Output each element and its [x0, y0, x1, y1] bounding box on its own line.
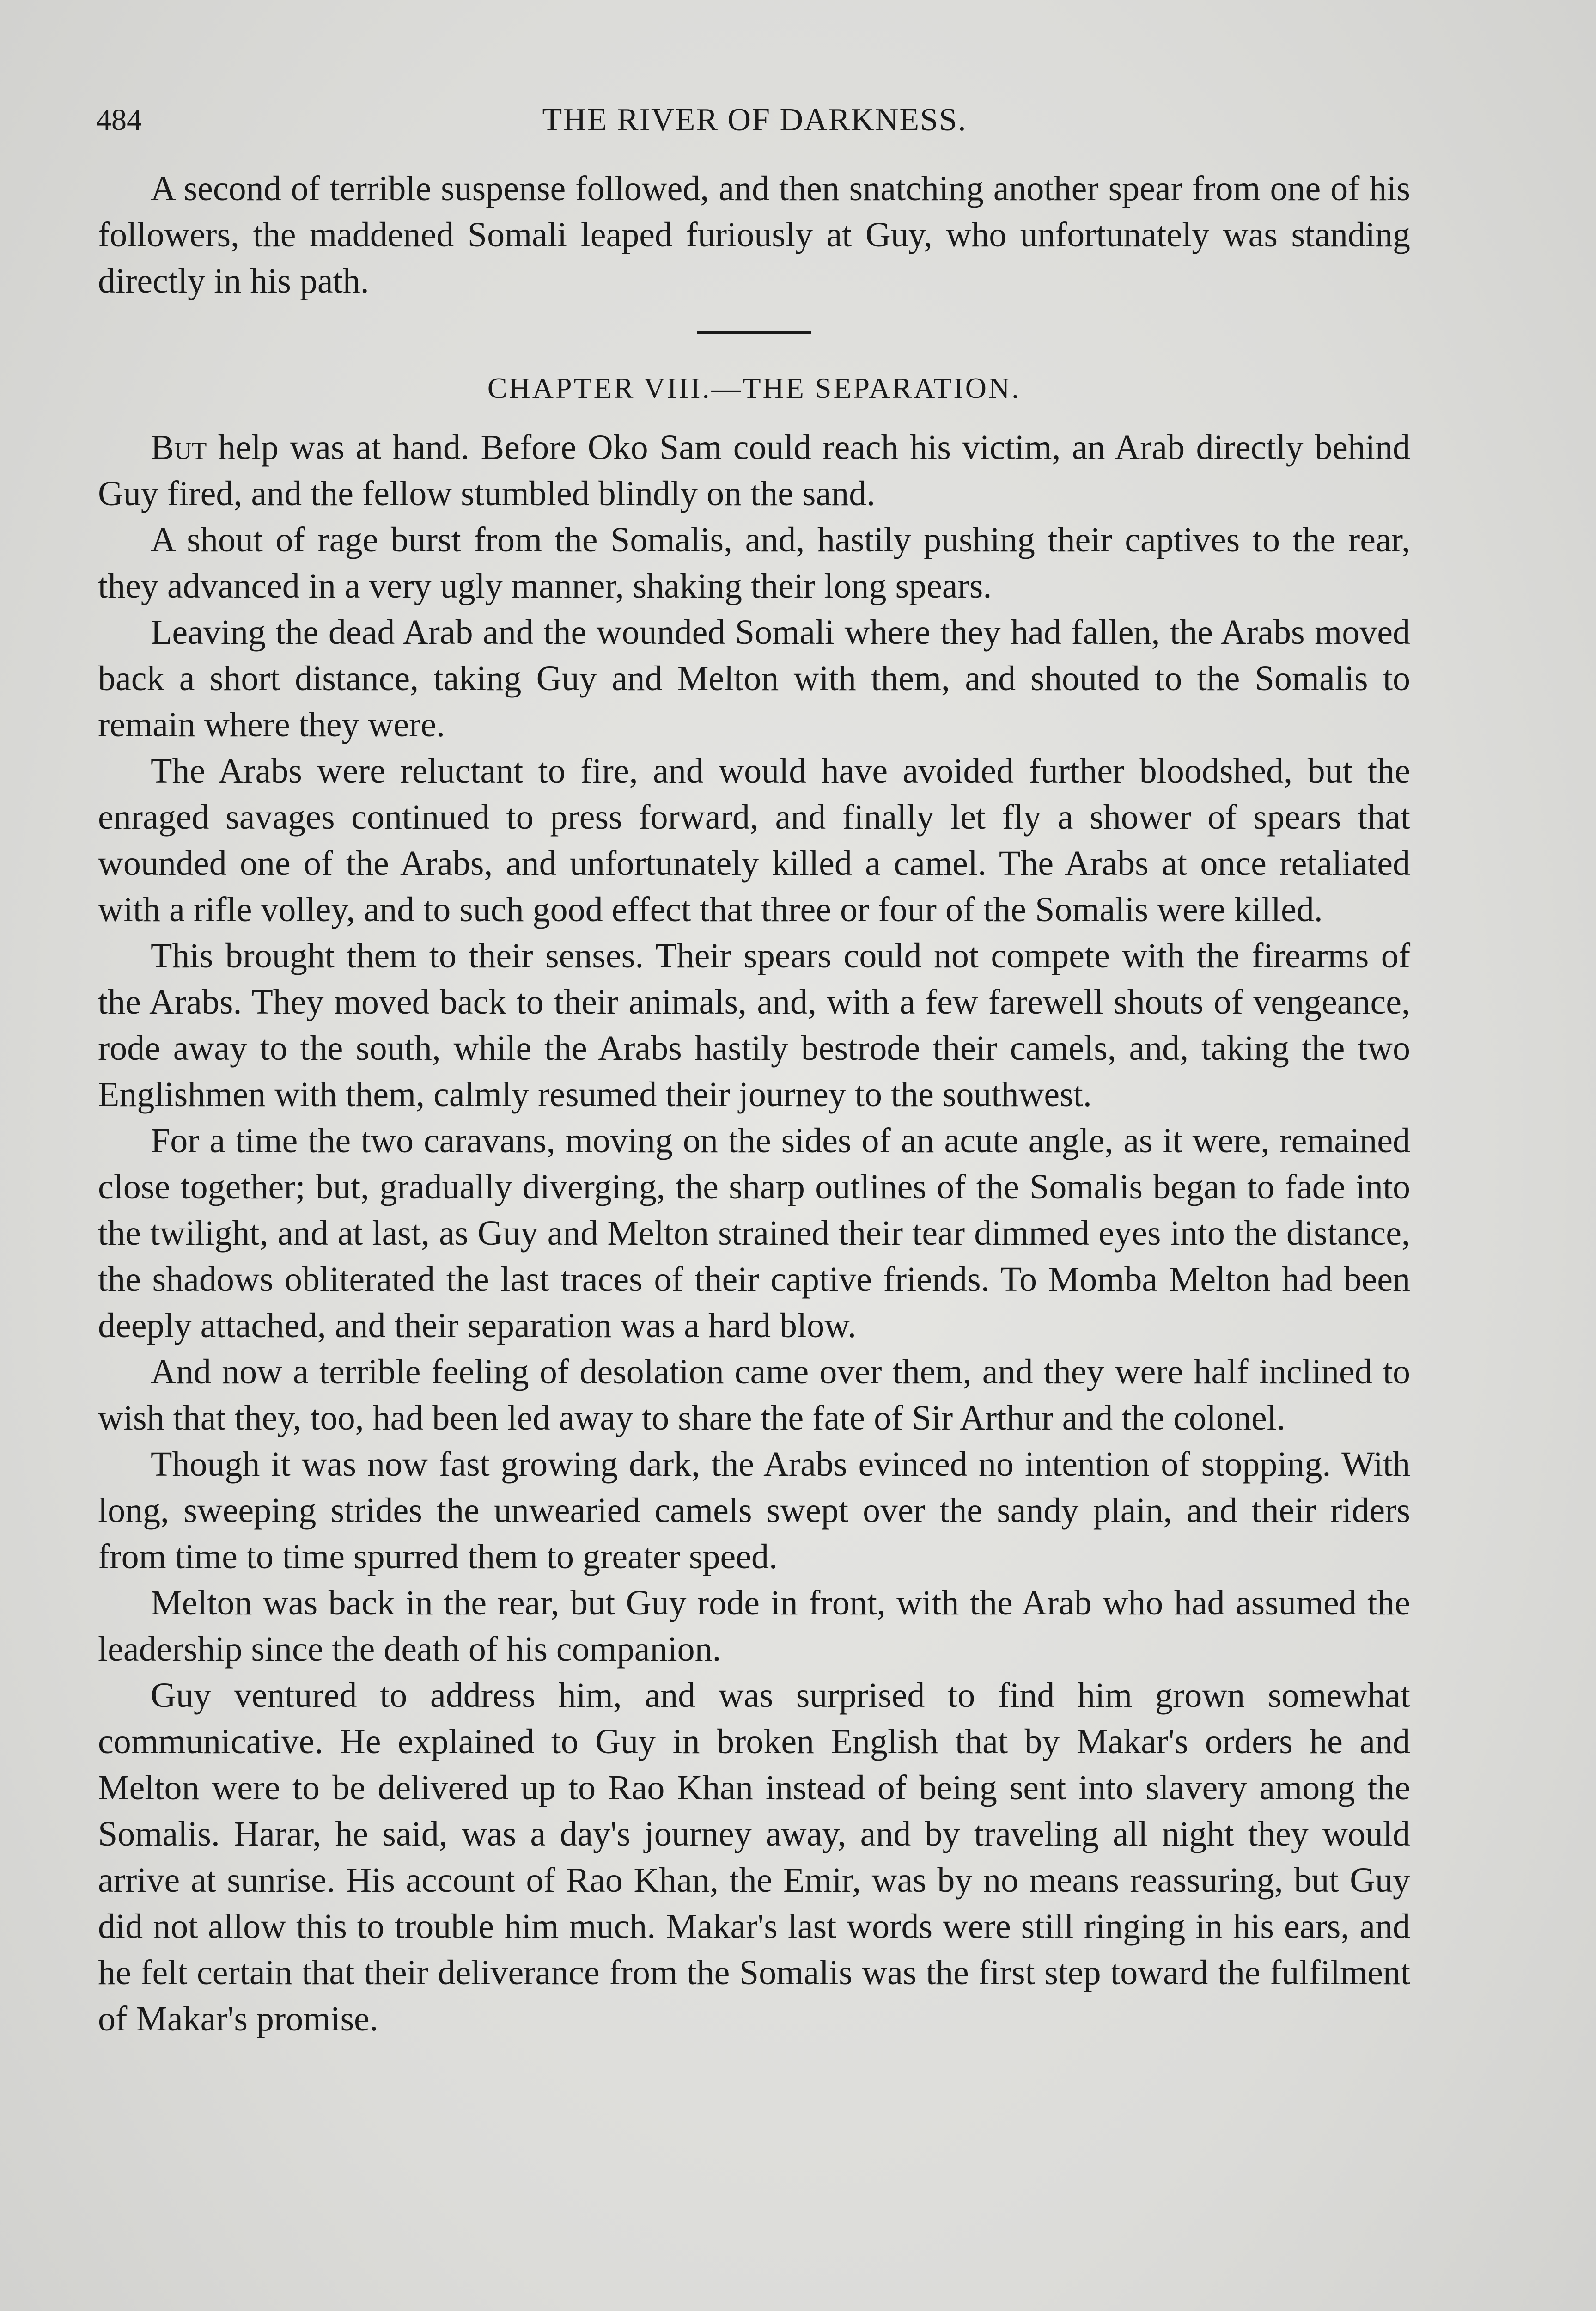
paragraph: The Arabs were reluctant to fire, and would have avoided further bloodshed, but the enraged savages continued to press forward, and finally let fly a shower of spears that wounded one of the Arabs, and unfortunately killed a camel. The Arabs at once retaliated with a rifle volley, and to such good effect that three or four of the Somalis were killed. [98, 752, 1410, 929]
paragraph: And now a terrible feeling of desolation came over them, and they were half inclined to wish that they, too, had been led away to share the fate of Sir Arthur and the colonel. [98, 1352, 1410, 1437]
paragraph: For a time the two caravans, moving on the sides of an acute angle, as it were, remained close together; but, gradually diverging, the sharp outlines of the Somalis began to fade into the twilight, and at last, as Guy and Melton strained their tear dimmed eyes into the distance, the shadows obliterated the last traces of their captive friends. To Momba Melton had been deeply attached, and their separation was a hard blow. [98, 1121, 1410, 1345]
chapter-heading: CHAPTER VIII.—THE SEPARATION. [487, 372, 1021, 404]
paragraph: Melton was back in the rear, but Guy rode in front, with the Arab who had assumed the leadership since the death of his companion. [98, 1583, 1410, 1669]
paragraph: Leaving the dead Arab and the wounded Somali where they had fallen, the Arabs moved back a short distance, taking Guy and Melton with them, and shouted to the Somalis to remain where they were. [98, 613, 1410, 744]
page-header [96, 95, 1413, 146]
first-paragraph-text: help was at hand. Before Oko Sam could reach his victim, an Arab directly behind Guy fired, and the fellow stumbled blindly on the sand. [98, 428, 1410, 513]
lead-in-word: But [151, 428, 207, 467]
body-text [98, 165, 1410, 2042]
paragraph: This brought them to their senses. Their spears could not compete with the firearms of the Arabs. They moved back to their animals, and, with a few farewell shouts of vengeance, rode away to the south, while the Arabs hastily bestrode their camels, and, taking the two Englishmen with them, calmly resumed their journey to the southwest. [98, 936, 1410, 1114]
paragraph: Though it was now fast growing dark, the Arabs evinced no intention of stopping. With long, sweeping strides the unwearied camels swept over the sandy plain, and their riders from time to time spurred them to greater speed. [98, 1445, 1410, 1576]
paragraph: A shout of rage burst from the Somalis, and, hastily pushing their captives to the rear, they advanced in a very ugly manner, shaking their long spears. [98, 520, 1410, 605]
running-title: THE RIVER OF DARKNESS. [542, 102, 967, 138]
section-divider [697, 331, 811, 334]
page-number: 484 [96, 103, 142, 137]
paragraph: Guy ventured to address him, and was surprised to find him grown somewhat communicative. He explained to Guy in broken English that by Makar's orders he and Melton were to be delivered up to Rao Khan instead of being sent into slavery among the Somalis. Harar, he said, was a day's journey away, and by traveling all night they would arrive at sunrise. His account of Rao Khan, the Emir, was by no means reassuring, but Guy did not allow this to trouble him much. Makar's last words were still ringing in his ears, and he felt certain that their deliverance from the Somalis was the first step toward the fulfilment of Makar's promise. [98, 1676, 1410, 2038]
chapter-first-paragraph [98, 424, 1410, 517]
opening-paragraph: A second of terrible suspense followed, and then snatching another spear from one of his followers, the maddened Somali leaped furiously at Guy, who unfortunately was standing directly in his path. [98, 169, 1410, 300]
